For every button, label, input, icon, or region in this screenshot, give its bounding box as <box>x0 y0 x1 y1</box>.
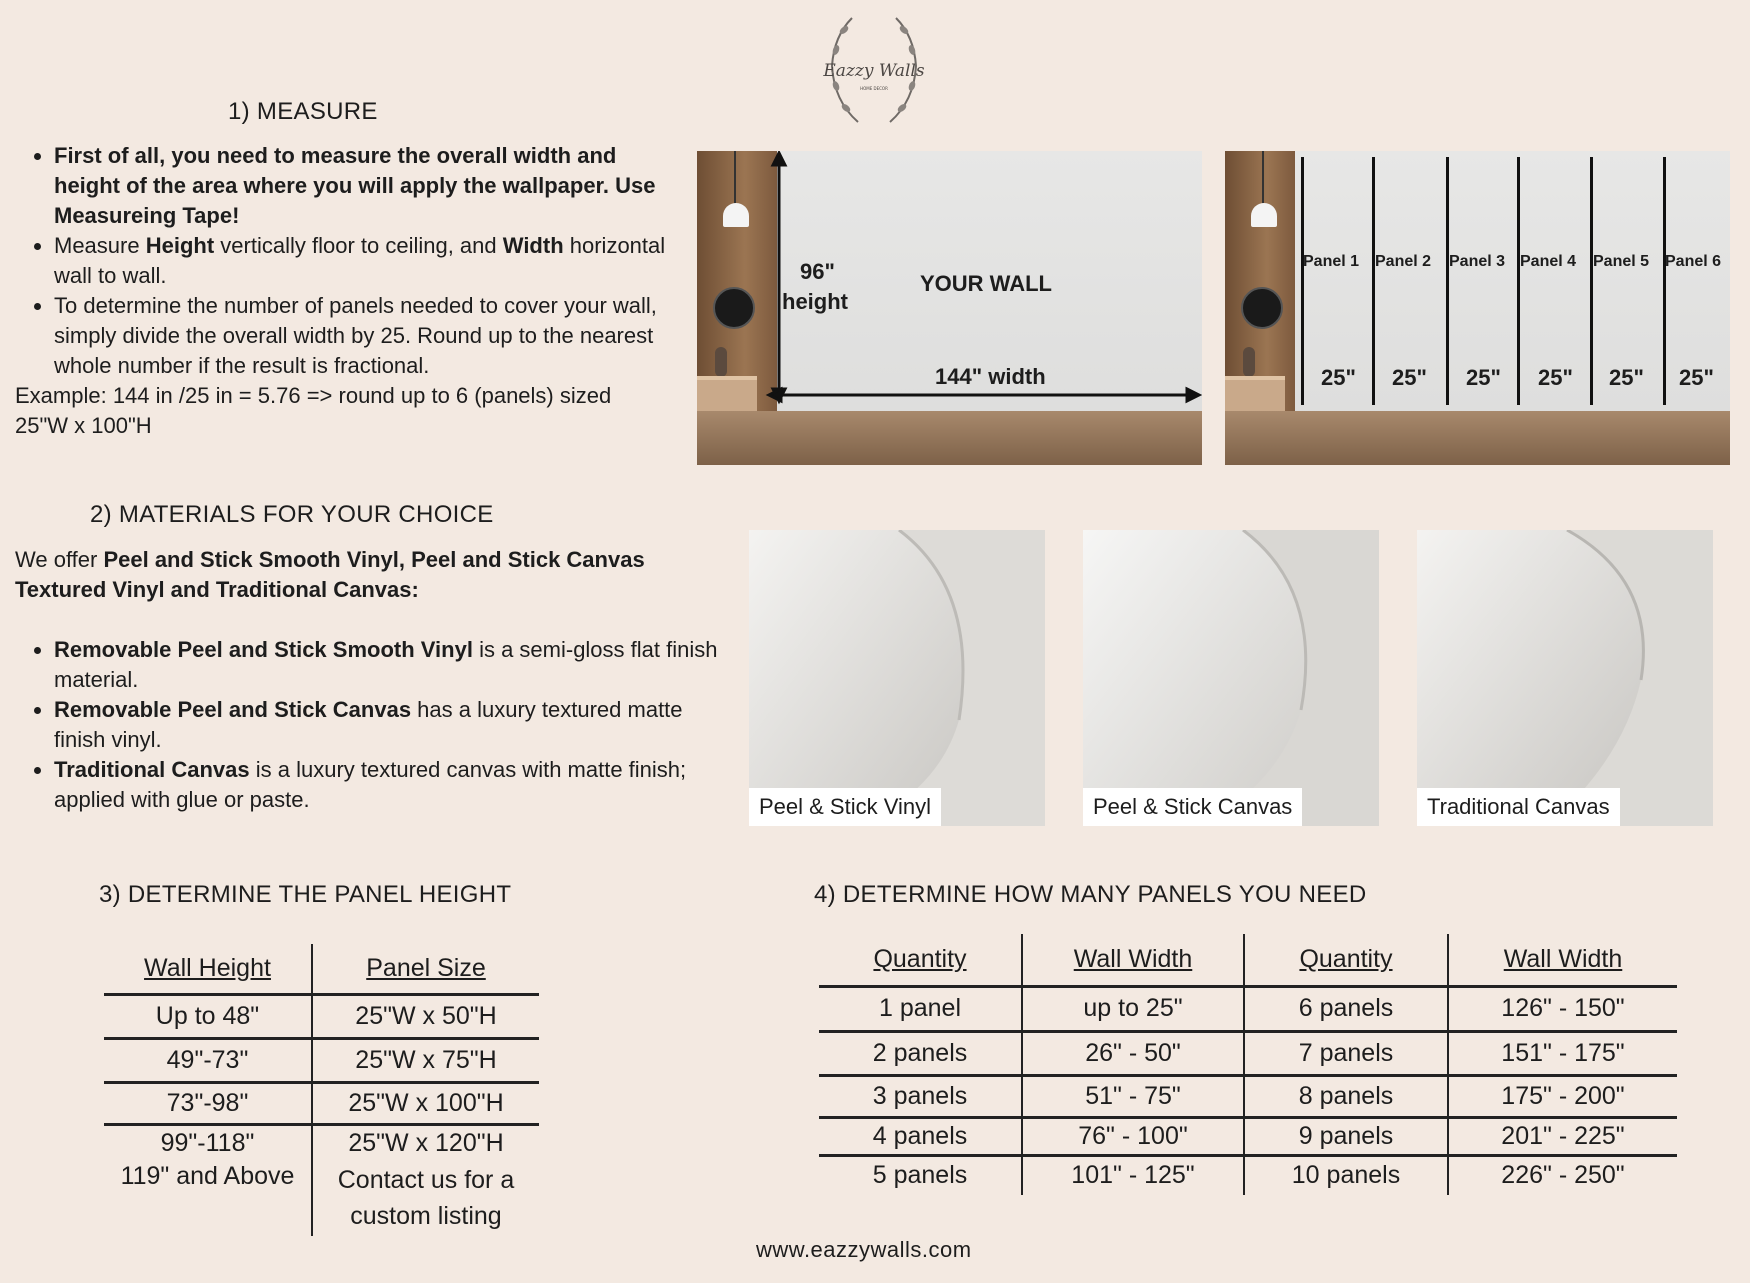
wall-width-cell: 126" - 150" <box>1448 986 1677 1031</box>
panel-width-2: 25" <box>1392 365 1427 390</box>
quantity-cell: 9 panels <box>1244 1117 1448 1155</box>
materials-bullets <box>15 635 735 815</box>
quantity-cell: 2 panels <box>819 1031 1022 1075</box>
wall-height-cell: 99"-118" <box>104 1124 312 1162</box>
material-bullet-1-rest: is a semi-gloss flat finish material. <box>54 637 718 692</box>
panel-label-4: Panel 4 <box>1520 253 1577 270</box>
table-row <box>104 1124 539 1162</box>
quantity-cell: 1 panel <box>819 986 1022 1031</box>
panel-label-3: Panel 3 <box>1449 253 1506 270</box>
wall-width-cell: 151" - 175" <box>1448 1031 1677 1075</box>
panel-width-1: 25" <box>1321 365 1356 390</box>
panel-divider <box>1372 157 1375 405</box>
measure-bullet-2 <box>54 231 675 291</box>
table-row <box>819 1075 1677 1117</box>
wall-height-cell: 73"-98" <box>104 1082 312 1124</box>
swatch-peel-stick-canvas <box>1083 530 1379 826</box>
website-link[interactable]: www.eazzywalls.com <box>756 1237 972 1262</box>
material-bullet-1-bold: Removable Peel and Stick Smooth Vinyl <box>54 637 473 662</box>
panel-size-cell: Contact us for a custom listing <box>337 1166 515 1230</box>
quantity-cell: 7 panels <box>1244 1031 1448 1075</box>
swatch-peel-stick-vinyl <box>749 530 1045 826</box>
panel-width-5: 25" <box>1609 365 1644 390</box>
panel-divider <box>1590 157 1593 405</box>
measure-bullet-2-a: Measure <box>54 233 146 258</box>
material-bullet-2 <box>54 695 735 755</box>
swatch-label-1: Peel & Stick Vinyl <box>749 788 941 826</box>
measure-bullet-2-d: Width <box>502 233 564 258</box>
measure-bullet-2-e: horizontal wall to wall. <box>54 233 666 288</box>
width-label: 144" width <box>935 364 1046 389</box>
panel-count-table <box>819 934 1677 1195</box>
wall-width-cell: 26" - 50" <box>1022 1031 1244 1075</box>
measure-bullet-3-text: To determine the number of panels needed to cover your wall, simply divide the overall width by 25. Round up to the nearest whole number if the result is fractional. <box>54 293 657 378</box>
table-row <box>104 1162 539 1236</box>
material-bullet-3-rest: is a luxury textured canvas with matte finish; applied with glue or paste. <box>54 757 687 812</box>
panel-width-3: 25" <box>1466 365 1501 390</box>
panel-label-5: Panel 5 <box>1593 253 1650 270</box>
material-bullet-2-rest: has a luxury textured matte finish vinyl. <box>54 697 683 752</box>
quantity-cell: 4 panels <box>819 1117 1022 1155</box>
measure-text <box>15 141 675 441</box>
materials-intro-b: Peel and Stick Smooth Vinyl, Peel and Stick Canvas Textured Vinyl and Traditional Canvas: <box>15 547 645 602</box>
panel-divider <box>1301 157 1304 405</box>
header-panel-size: Panel Size <box>312 944 539 994</box>
quantity-cell: 5 panels <box>819 1155 1022 1195</box>
brand-logo <box>822 6 926 136</box>
panel-divider <box>1446 157 1449 405</box>
measure-bullets <box>15 141 675 381</box>
header-quantity-2: Quantity <box>1244 934 1448 986</box>
materials-intro <box>15 545 735 605</box>
table-row <box>819 1155 1677 1195</box>
wall-height-cell: 119" and Above <box>104 1162 312 1236</box>
quantity-cell: 3 panels <box>819 1075 1022 1117</box>
header-wall-width-1: Wall Width <box>1022 934 1244 986</box>
measure-bullet-1-text: First of all, you need to measure the overall width and height of the area where you will apply the wallpaper. Use Measureing Tape! <box>54 143 656 228</box>
swatch-label-2: Peel & Stick Canvas <box>1083 788 1302 826</box>
swatch-label-3: Traditional Canvas <box>1417 788 1620 826</box>
height-word-label: height <box>782 289 848 314</box>
wall-height-cell: Up to 48" <box>104 994 312 1038</box>
table-row <box>819 1117 1677 1155</box>
wall-measure-image <box>697 151 1202 465</box>
table-row <box>104 1082 539 1124</box>
header-wall-height: Wall Height <box>104 944 312 994</box>
panel-size-cell: 25"W x 100"H <box>312 1082 539 1124</box>
panel-label-1: Panel 1 <box>1303 253 1360 270</box>
swatch-traditional-canvas <box>1417 530 1713 826</box>
panel-count-title: 4) DETERMINE HOW MANY PANELS YOU NEED <box>814 881 1367 908</box>
panel-height-table <box>104 944 539 1236</box>
materials-intro-a: We offer <box>15 547 104 572</box>
header-wall-width-2: Wall Width <box>1448 934 1677 986</box>
logo-subtext: HOME DECOR <box>860 86 888 91</box>
panel-label-2: Panel 2 <box>1375 253 1432 270</box>
panel-size-cell: 25"W x 50"H <box>312 994 539 1038</box>
wall-height-cell: 49"-73" <box>104 1038 312 1082</box>
measure-bullet-2-c: vertically floor to ceiling, and <box>214 233 503 258</box>
height-value-label: 96" <box>800 259 835 284</box>
panel-label-6: Panel 6 <box>1665 253 1722 270</box>
measure-bullet-1 <box>54 141 675 231</box>
wall-width-cell: 201" - 225" <box>1448 1117 1677 1155</box>
wall-width-cell: 175" - 200" <box>1448 1075 1677 1117</box>
panel-width-6: 25" <box>1679 365 1714 390</box>
logo-text: Eazzy Walls <box>823 61 925 81</box>
your-wall-label: YOUR WALL <box>920 271 1052 296</box>
table-row <box>104 994 539 1038</box>
measure-title: 1) MEASURE <box>228 98 378 125</box>
table-row <box>819 986 1677 1031</box>
wall-width-cell: 76" - 100" <box>1022 1117 1244 1155</box>
wall-width-cell: 101" - 125" <box>1022 1155 1244 1195</box>
measure-bullet-2-b: Height <box>145 233 215 258</box>
material-bullet-3-bold: Traditional Canvas <box>54 757 250 782</box>
wall-width-cell: 51" - 75" <box>1022 1075 1244 1117</box>
wall-width-cell: up to 25" <box>1022 986 1244 1031</box>
panels-image <box>1225 151 1730 465</box>
panels-clock-icon <box>1241 287 1283 329</box>
material-bullet-2-bold: Removable Peel and Stick Canvas <box>54 697 412 722</box>
quantity-cell: 10 panels <box>1244 1155 1448 1195</box>
materials-title: 2) MATERIALS FOR YOUR CHOICE <box>90 501 494 528</box>
material-bullet-3 <box>54 755 735 815</box>
table-row <box>819 1031 1677 1075</box>
table-row <box>104 1038 539 1082</box>
quantity-cell: 6 panels <box>1244 986 1448 1031</box>
panel-divider <box>1517 157 1520 405</box>
panel-size-cell: 25"W x 120"H <box>348 1129 504 1158</box>
wall-width-cell: 226" - 250" <box>1501 1161 1625 1190</box>
panel-divider <box>1663 157 1666 405</box>
measure-example: Example: 144 in /25 in = 5.76 => round up to 6 (panels) sized 25"W x 100"H <box>15 383 612 438</box>
panel-width-4: 25" <box>1538 365 1573 390</box>
measure-bullet-3 <box>54 291 675 381</box>
quantity-cell: 8 panels <box>1244 1075 1448 1117</box>
material-bullet-1 <box>54 635 735 695</box>
panel-height-title: 3) DETERMINE THE PANEL HEIGHT <box>99 881 512 908</box>
panel-size-cell: 25"W x 75"H <box>312 1038 539 1082</box>
header-quantity-1: Quantity <box>819 934 1022 986</box>
